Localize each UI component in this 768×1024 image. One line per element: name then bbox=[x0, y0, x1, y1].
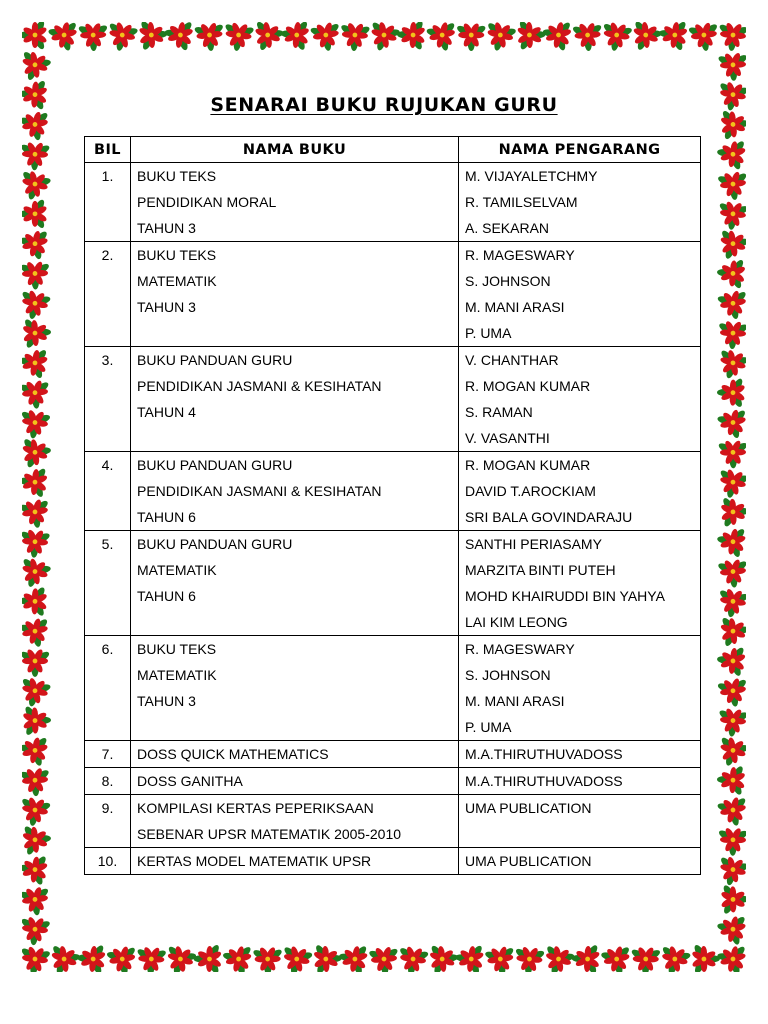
row-number: 9. bbox=[85, 795, 131, 848]
poinsettia-icon bbox=[711, 818, 746, 860]
author-name: M.A.THIRUTHUVADOSS bbox=[465, 746, 623, 762]
poinsettia-icon bbox=[363, 938, 402, 972]
book-title-line: TAHUN 6 bbox=[137, 588, 196, 604]
book-title-line: BUKU TEKS bbox=[137, 247, 217, 263]
book-title-cell bbox=[131, 741, 459, 768]
row-number: 3. bbox=[85, 347, 131, 452]
poinsettia-icon bbox=[712, 163, 746, 203]
author-name: SRI BALA GOVINDARAJU bbox=[465, 509, 633, 525]
poinsettia-icon bbox=[246, 938, 286, 972]
poinsettia-icon bbox=[22, 668, 55, 710]
poinsettia-icon bbox=[713, 790, 746, 828]
author-cell bbox=[459, 848, 701, 875]
poinsettia-icon bbox=[711, 22, 746, 55]
poinsettia-icon bbox=[22, 699, 55, 740]
poinsettia-icon bbox=[279, 22, 311, 52]
poinsettia-icon bbox=[362, 22, 405, 55]
poinsettia-icon bbox=[597, 939, 634, 972]
table-row bbox=[85, 741, 701, 768]
author-name: S. JOHNSON bbox=[465, 667, 551, 683]
poinsettia-icon bbox=[716, 764, 746, 797]
row-number: 5. bbox=[85, 531, 131, 636]
poinsettia-icon bbox=[624, 22, 666, 55]
poinsettia-icon bbox=[715, 136, 746, 171]
book-title-line: SEBENAR UPSR MATEMATIK 2005-2010 bbox=[137, 826, 402, 842]
author-name: P. UMA bbox=[465, 719, 512, 735]
author-cell bbox=[459, 741, 701, 768]
poinsettia-icon bbox=[712, 670, 746, 709]
poinsettia-icon bbox=[305, 22, 343, 54]
poinsettia-icon bbox=[391, 937, 433, 972]
poinsettia-icon bbox=[712, 551, 746, 591]
poinsettia-icon bbox=[22, 345, 50, 381]
author-cell bbox=[459, 636, 701, 741]
author-name: MOHD KHAIRUDDI BIN YAHYA bbox=[465, 588, 665, 604]
author-name: R. MOGAN KUMAR bbox=[465, 457, 591, 473]
book-title-cell bbox=[131, 795, 459, 848]
poinsettia-icon bbox=[189, 22, 228, 54]
row-number: 8. bbox=[85, 768, 131, 795]
poinsettia-icon bbox=[72, 22, 112, 55]
poinsettia-icon bbox=[594, 22, 636, 55]
poinsettia-icon bbox=[507, 937, 549, 972]
poinsettia-icon bbox=[711, 192, 746, 234]
poinsettia-icon bbox=[682, 937, 724, 972]
table-row bbox=[85, 768, 701, 795]
book-title-line: TAHUN 3 bbox=[137, 693, 196, 709]
author-name: UMA PUBLICATION bbox=[465, 800, 592, 816]
reference-book-table bbox=[84, 136, 701, 875]
poinsettia-icon bbox=[422, 22, 458, 54]
poinsettia-icon bbox=[22, 639, 54, 680]
book-title-line: MATEMATIK bbox=[137, 273, 217, 289]
poinsettia-icon bbox=[711, 221, 746, 263]
author-cell bbox=[459, 768, 701, 795]
poinsettia-icon bbox=[683, 22, 721, 54]
row-number: 10. bbox=[85, 848, 131, 875]
poinsettia-icon bbox=[333, 22, 374, 55]
poinsettia-icon bbox=[22, 732, 51, 769]
table-header-row bbox=[85, 137, 701, 163]
poinsettia-icon bbox=[193, 943, 222, 972]
poinsettia-icon bbox=[715, 643, 746, 677]
poinsettia-icon bbox=[22, 430, 55, 472]
book-title-line: BUKU PANDUAN GURU bbox=[137, 536, 293, 552]
poinsettia-icon bbox=[22, 311, 55, 352]
book-title-cell bbox=[131, 848, 459, 875]
poinsettia-icon bbox=[22, 225, 51, 262]
author-name: R. MAGESWARY bbox=[465, 641, 575, 657]
poinsettia-icon bbox=[711, 341, 746, 383]
poinsettia-icon bbox=[397, 22, 427, 51]
poinsettia-icon bbox=[22, 22, 48, 51]
author-name: M. MANI ARASI bbox=[465, 299, 565, 315]
poinsettia-icon bbox=[714, 523, 746, 559]
poinsettia-icon bbox=[100, 22, 142, 55]
poinsettia-icon bbox=[714, 403, 746, 441]
poinsettia-icon bbox=[274, 937, 316, 972]
poinsettia-icon bbox=[22, 133, 54, 175]
book-title-line: DOSS QUICK MATHEMATICS bbox=[137, 746, 329, 762]
poinsettia-icon bbox=[158, 937, 201, 972]
poinsettia-icon bbox=[714, 940, 746, 972]
row-number: 7. bbox=[85, 741, 131, 768]
poinsettia-icon bbox=[216, 22, 258, 55]
book-title-cell bbox=[131, 531, 459, 636]
author-name: R. MAGESWARY bbox=[465, 247, 575, 263]
book-title-cell bbox=[131, 452, 459, 531]
author-name: SANTHI PERIASAMY bbox=[465, 536, 602, 552]
poinsettia-icon bbox=[22, 252, 54, 293]
table-row bbox=[85, 848, 701, 875]
table-row bbox=[85, 531, 701, 636]
poinsettia-icon bbox=[717, 377, 746, 409]
poinsettia-icon bbox=[22, 788, 55, 830]
author-cell bbox=[459, 795, 701, 848]
poinsettia-icon bbox=[102, 939, 139, 972]
poinsettia-icon bbox=[22, 612, 52, 650]
poinsettia-icon bbox=[246, 22, 288, 55]
row-number: 1. bbox=[85, 163, 131, 242]
book-title-cell bbox=[131, 768, 459, 795]
poinsettia-icon bbox=[22, 879, 53, 919]
poinsettia-icon bbox=[129, 22, 171, 54]
poinsettia-icon bbox=[713, 283, 746, 322]
row-number: 4. bbox=[85, 452, 131, 531]
poinsettia-icon bbox=[22, 400, 55, 442]
book-title-line: MATEMATIK bbox=[137, 562, 217, 578]
poinsettia-icon bbox=[657, 22, 690, 52]
poinsettia-icon bbox=[76, 942, 107, 972]
poinsettia-icon bbox=[711, 878, 746, 919]
poinsettia-icon bbox=[22, 907, 55, 949]
author-name: A. SEKARAN bbox=[465, 220, 550, 236]
book-title-line: PENDIDIKAN JASMANI & KESIHATAN bbox=[137, 378, 382, 394]
book-title-cell bbox=[131, 242, 459, 347]
book-title-line: KOMPILASI KERTAS PEPERIKSAAN bbox=[137, 800, 374, 816]
author-name: P. UMA bbox=[465, 325, 512, 341]
table-row bbox=[85, 347, 701, 452]
poinsettia-icon bbox=[22, 492, 52, 531]
book-title-line: PENDIDIKAN JASMANI & KESIHATAN bbox=[137, 483, 382, 499]
book-title-line: BUKU PANDUAN GURU bbox=[137, 457, 293, 473]
poinsettia-icon bbox=[162, 22, 196, 53]
page-title: SENARAI BUKU RUJUKAN GURU bbox=[210, 94, 558, 116]
column-header-bil: BIL bbox=[85, 137, 131, 163]
author-name: S. RAMAN bbox=[465, 404, 533, 420]
author-cell bbox=[459, 347, 701, 452]
poinsettia-icon bbox=[22, 818, 55, 860]
book-title-line: KERTAS MODEL MATEMATIK UPSR bbox=[137, 853, 372, 869]
table-row bbox=[85, 795, 701, 848]
poinsettia-icon bbox=[566, 22, 606, 55]
poinsettia-icon bbox=[508, 22, 550, 54]
poinsettia-icon bbox=[711, 579, 746, 621]
poinsettia-icon bbox=[45, 22, 81, 53]
author-name: R. MOGAN KUMAR bbox=[465, 378, 591, 394]
poinsettia-icon bbox=[336, 941, 370, 972]
book-title-line: TAHUN 4 bbox=[137, 404, 196, 420]
poinsettia-icon bbox=[22, 281, 55, 324]
table-row bbox=[85, 163, 701, 242]
poinsettia-icon bbox=[129, 937, 170, 972]
book-title-cell bbox=[131, 347, 459, 452]
poinsettia-icon bbox=[22, 585, 48, 617]
poinsettia-icon bbox=[711, 311, 746, 353]
poinsettia-icon bbox=[420, 937, 462, 972]
poinsettia-icon bbox=[42, 937, 84, 972]
book-title-line: BUKU TEKS bbox=[137, 641, 217, 657]
author-name: M.A.THIRUTHUVADOSS bbox=[465, 773, 623, 789]
author-cell bbox=[459, 452, 701, 531]
poinsettia-icon bbox=[453, 942, 485, 972]
author-name: MARZITA BINTI PUTEH bbox=[465, 562, 616, 578]
book-title-line: BUKU TEKS bbox=[137, 168, 217, 184]
poinsettia-icon bbox=[652, 937, 694, 972]
poinsettia-icon bbox=[22, 937, 55, 972]
poinsettia-icon bbox=[540, 22, 575, 53]
book-title-line: DOSS GANITHA bbox=[137, 773, 243, 789]
author-name: V. CHANTHAR bbox=[465, 352, 559, 368]
author-cell bbox=[459, 531, 701, 636]
book-title-line: TAHUN 3 bbox=[137, 220, 196, 236]
book-title-line: BUKU PANDUAN GURU bbox=[137, 352, 293, 368]
row-number: 2. bbox=[85, 242, 131, 347]
author-name: S. JOHNSON bbox=[465, 273, 551, 289]
author-name: DAVID T.AROCKIAM bbox=[465, 483, 596, 499]
poinsettia-icon bbox=[22, 162, 55, 204]
poinsettia-icon bbox=[22, 520, 54, 562]
poinsettia-icon bbox=[450, 22, 491, 55]
poinsettia-icon bbox=[714, 910, 746, 947]
book-title-line: TAHUN 3 bbox=[137, 299, 196, 315]
poinsettia-icon bbox=[712, 44, 746, 85]
poinsettia-icon bbox=[571, 943, 601, 972]
poinsettia-icon bbox=[536, 937, 578, 972]
table-row bbox=[85, 452, 701, 531]
poinsettia-icon bbox=[22, 43, 55, 85]
author-cell bbox=[459, 163, 701, 242]
poinsettia-icon bbox=[219, 940, 255, 972]
author-name: M. VIJAYALETCHMY bbox=[465, 168, 598, 184]
poinsettia-icon bbox=[711, 847, 746, 889]
table-row bbox=[85, 242, 701, 347]
column-header-nama-pengarang: NAMA PENGARANG bbox=[459, 137, 701, 163]
poinsettia-icon bbox=[22, 549, 55, 591]
table-row bbox=[85, 636, 701, 741]
poinsettia-icon bbox=[480, 939, 518, 972]
poinsettia-icon bbox=[711, 490, 746, 531]
poinsettia-icon bbox=[22, 372, 53, 412]
author-name: V. VASANTHI bbox=[465, 430, 550, 446]
poinsettia-icon bbox=[22, 198, 48, 229]
poinsettia-icon bbox=[22, 759, 53, 800]
book-title-line: PENDIDIKAN MORAL bbox=[137, 194, 277, 210]
book-title-line: TAHUN 6 bbox=[137, 509, 196, 525]
poinsettia-icon bbox=[624, 937, 665, 972]
author-cell bbox=[459, 242, 701, 347]
poinsettia-icon bbox=[711, 431, 746, 472]
row-number: 6. bbox=[85, 636, 131, 741]
poinsettia-icon bbox=[716, 257, 746, 291]
author-name: R. TAMILSELVAM bbox=[465, 194, 578, 210]
author-name: M. MANI ARASI bbox=[465, 693, 565, 709]
book-title-line: MATEMATIK bbox=[137, 667, 217, 683]
book-title-cell bbox=[131, 636, 459, 741]
poinsettia-icon bbox=[304, 937, 346, 972]
author-name: LAI KIM LEONG bbox=[465, 614, 568, 630]
poinsettia-icon bbox=[711, 699, 746, 741]
poinsettia-icon bbox=[711, 728, 746, 770]
poinsettia-icon bbox=[478, 22, 520, 55]
poinsettia-icon bbox=[711, 609, 746, 651]
poinsettia-icon bbox=[22, 852, 50, 887]
column-header-nama-buku: NAMA BUKU bbox=[131, 137, 459, 163]
book-title-cell bbox=[131, 163, 459, 242]
poinsettia-icon bbox=[22, 465, 49, 499]
author-name: UMA PUBLICATION bbox=[465, 853, 592, 869]
poinsettia-icon bbox=[711, 460, 746, 503]
